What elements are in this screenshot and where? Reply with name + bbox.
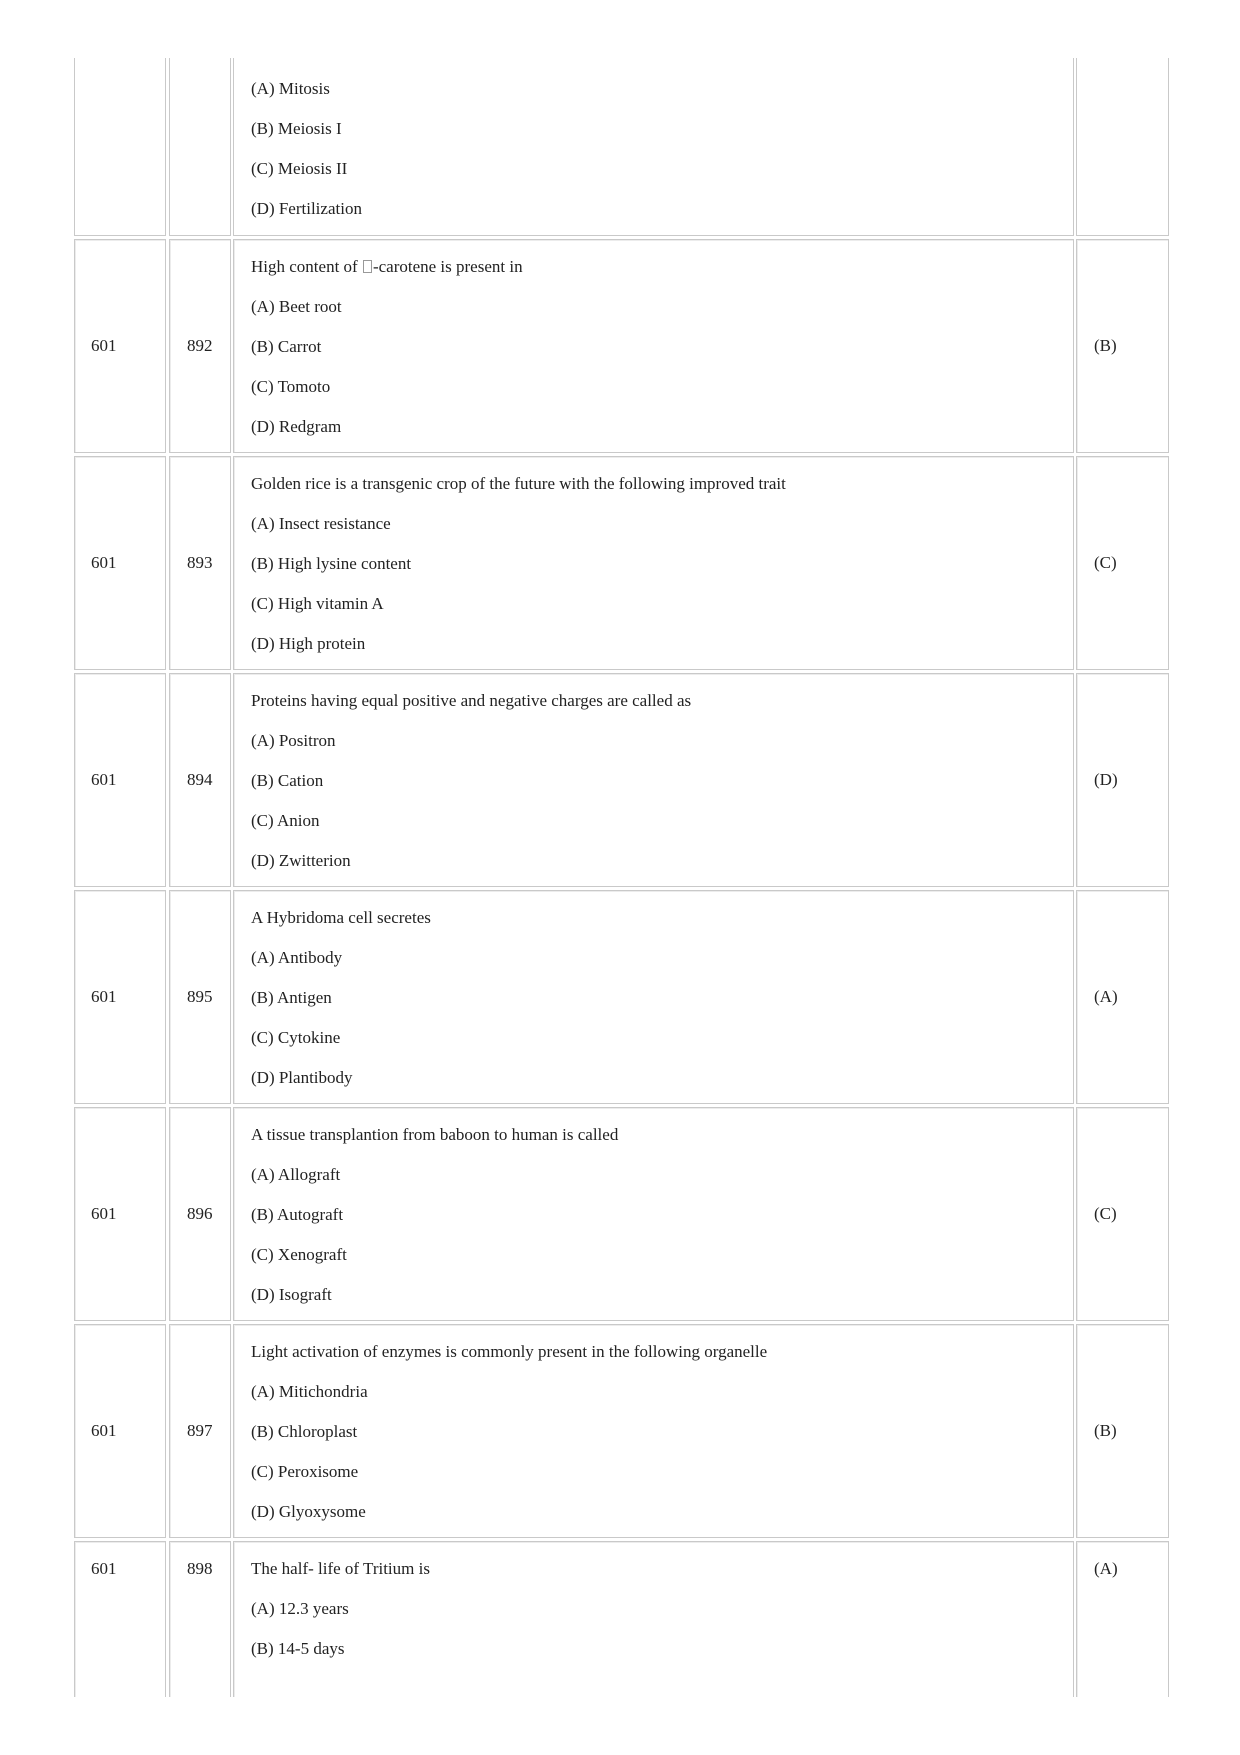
- question-number: 896: [187, 1204, 213, 1223]
- question-number: 895: [187, 987, 213, 1006]
- paper-code-cell: [74, 673, 166, 887]
- answer-value: (C): [1094, 553, 1117, 572]
- paper-code: 601: [91, 553, 117, 572]
- option-d: (D) Isograft: [251, 1285, 332, 1304]
- question-text: A Hybridoma cell secretes: [251, 908, 431, 927]
- paper-code: 601: [91, 1559, 117, 1578]
- answer-cell: [1076, 58, 1169, 236]
- question-text: Light activation of enzymes is commonly present in the following organelle: [251, 1342, 768, 1361]
- question-text: Proteins having equal positive and negative charges are called as: [251, 691, 692, 710]
- option-b: (B) Antigen: [251, 988, 332, 1007]
- option-b: (B) Meiosis I: [251, 119, 342, 138]
- question-number-cell: [169, 58, 231, 236]
- table-row: [74, 1107, 1169, 1321]
- option-b: (B) Chloroplast: [251, 1422, 358, 1441]
- question-number-cell: [169, 1107, 231, 1321]
- question-cell: [233, 239, 1074, 453]
- table-row: [74, 58, 1169, 236]
- paper-code: 601: [91, 336, 117, 355]
- answer-value: (D): [1094, 770, 1118, 789]
- paper-code: 601: [91, 1421, 117, 1440]
- option-d: (D) Redgram: [251, 417, 342, 436]
- question-number-cell: [169, 239, 231, 453]
- paper-code-cell: [74, 1324, 166, 1538]
- option-d: (D) Glyoxysome: [251, 1502, 366, 1521]
- question-cell: [233, 890, 1074, 1104]
- table-row: [74, 1324, 1169, 1538]
- paper-code: 601: [91, 1204, 117, 1223]
- answer-cell: [1076, 673, 1169, 887]
- question-text: A tissue transplantion from baboon to human is called: [251, 1125, 619, 1144]
- paper-code: 601: [91, 987, 117, 1006]
- option-c: (C) High vitamin A: [251, 594, 384, 613]
- option-a: (A) Antibody: [251, 948, 343, 967]
- option-d: (D) High protein: [251, 634, 366, 653]
- paper-code: 601: [91, 770, 117, 789]
- question-cell: [233, 1324, 1074, 1538]
- question-text: Golden rice is a transgenic crop of the future with the following improved trait: [251, 474, 786, 493]
- question-text-part: -carotene is present in: [372, 257, 523, 276]
- question-number: 893: [187, 553, 213, 572]
- paper-code-cell: [74, 1541, 166, 1697]
- table-row: [74, 456, 1169, 670]
- answer-value: (A): [1094, 987, 1118, 1006]
- answer-value: (A): [1094, 1559, 1118, 1578]
- paper-code-cell: [74, 239, 166, 453]
- answer-cell: [1076, 1324, 1169, 1538]
- question-number-cell: [169, 1541, 231, 1697]
- table-row: [74, 1541, 1169, 1697]
- option-c: (C) Cytokine: [251, 1028, 341, 1047]
- answer-value: (C): [1094, 1204, 1117, 1223]
- option-b: (B) 14-5 days: [251, 1639, 345, 1658]
- paper-code-cell: [74, 456, 166, 670]
- option-a: (A) Mitosis: [251, 79, 330, 98]
- option-d: (D) Fertilization: [251, 199, 362, 218]
- answer-cell: [1076, 1541, 1169, 1697]
- missing-glyph-icon: [363, 260, 372, 273]
- paper-code-cell: [74, 1107, 166, 1321]
- option-b: (B) High lysine content: [251, 554, 412, 573]
- question-text: [251, 257, 1063, 277]
- question-text-part: High content of: [251, 257, 362, 276]
- question-cell: [233, 1107, 1074, 1321]
- question-cell: [233, 58, 1074, 236]
- question-text: The half- life of Tritium is: [251, 1559, 430, 1578]
- question-number: 898: [187, 1559, 213, 1578]
- question-number-cell: [169, 673, 231, 887]
- question-number: 892: [187, 336, 213, 355]
- option-b: (B) Cation: [251, 771, 324, 790]
- option-d: (D) Plantibody: [251, 1068, 353, 1087]
- question-number: 897: [187, 1421, 213, 1440]
- option-c: (C) Tomoto: [251, 377, 331, 396]
- option-a: (A) Mitichondria: [251, 1382, 368, 1401]
- option-c: (C) Xenograft: [251, 1245, 347, 1264]
- option-c: (C) Anion: [251, 811, 320, 830]
- question-cell: [233, 673, 1074, 887]
- answer-cell: [1076, 239, 1169, 453]
- option-b: (B) Carrot: [251, 337, 322, 356]
- option-c: (C) Peroxisome: [251, 1462, 359, 1481]
- question-number-cell: [169, 890, 231, 1104]
- table-row: [74, 239, 1169, 453]
- option-a: (A) Beet root: [251, 297, 342, 316]
- option-d: (D) Zwitterion: [251, 851, 351, 870]
- option-b: (B) Autograft: [251, 1205, 344, 1224]
- answer-cell: [1076, 890, 1169, 1104]
- answer-value: (B): [1094, 1421, 1117, 1440]
- table-row: [74, 890, 1169, 1104]
- answer-cell: [1076, 1107, 1169, 1321]
- question-cell: [233, 456, 1074, 670]
- paper-code-cell: [74, 58, 166, 236]
- answer-cell: [1076, 456, 1169, 670]
- option-a: (A) Positron: [251, 731, 336, 750]
- option-a: (A) Allograft: [251, 1165, 341, 1184]
- paper-code-cell: [74, 890, 166, 1104]
- question-number-cell: [169, 1324, 231, 1538]
- option-a: (A) 12.3 years: [251, 1599, 349, 1618]
- question-number-cell: [169, 456, 231, 670]
- option-a: (A) Insect resistance: [251, 514, 391, 533]
- table-row: [74, 673, 1169, 887]
- option-c: (C) Meiosis II: [251, 159, 348, 178]
- question-cell: [233, 1541, 1074, 1697]
- answer-value: (B): [1094, 336, 1117, 355]
- question-number: 894: [187, 770, 213, 789]
